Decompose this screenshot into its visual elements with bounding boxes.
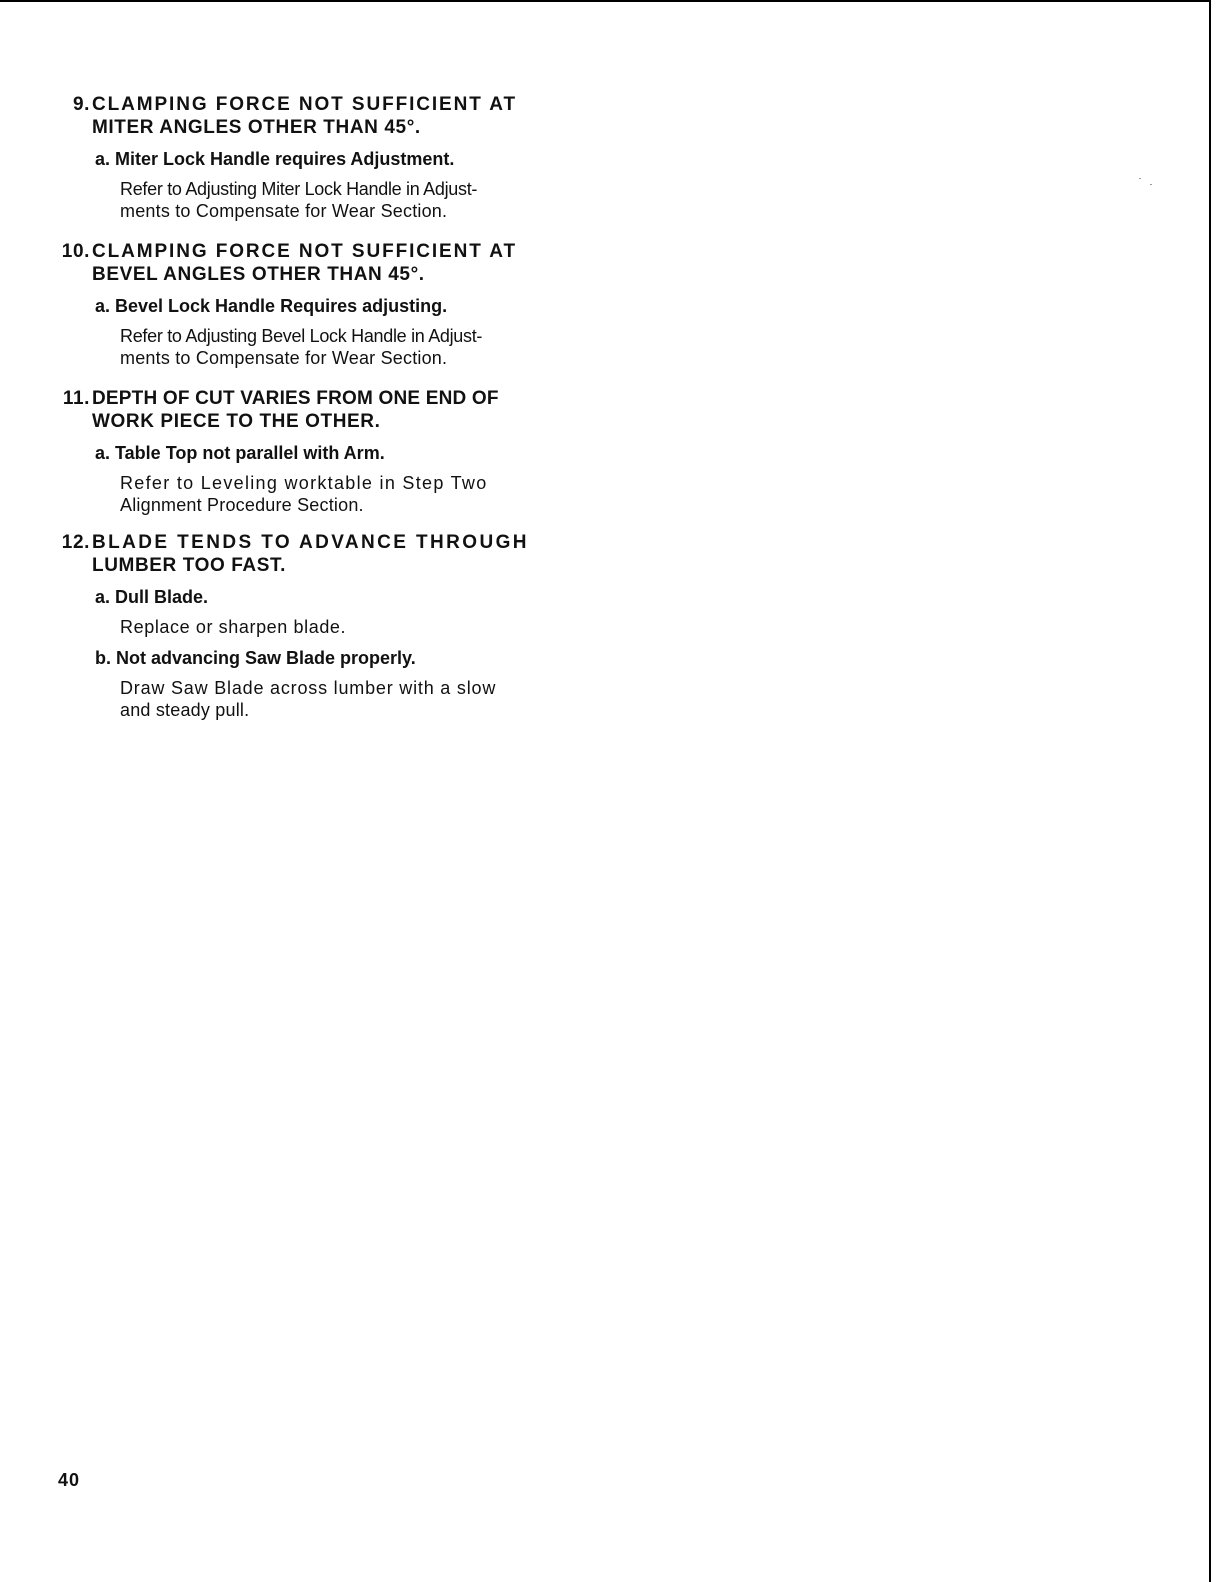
- trouble-title: [60, 93, 560, 139]
- remedy-line: Replace or sharpen blade.: [120, 617, 347, 637]
- remedy-text: [95, 178, 560, 222]
- title-line: WORK PIECE TO THE OTHER.: [92, 411, 381, 432]
- title-line: CLAMPING FORCE NOT SUFFICIENT AT: [92, 241, 517, 262]
- trouble-item-9: [60, 93, 560, 222]
- remedy-text: [95, 472, 560, 516]
- remedy-line: and steady pull.: [120, 700, 250, 720]
- title-line: BEVEL ANGLES OTHER THAN 45°.: [92, 264, 425, 285]
- remedy-line: Refer to Adjusting Miter Lock Handle in Adjust-: [120, 179, 478, 199]
- page-number: 40: [58, 1470, 81, 1490]
- cause-label: a. Table Top not parallel with Arm.: [95, 443, 385, 463]
- remedy-text: [95, 325, 560, 369]
- trouble-title: [60, 531, 560, 577]
- trouble-item-11: [60, 387, 560, 516]
- cause-item: [60, 647, 560, 721]
- cause-item: [60, 148, 560, 222]
- trouble-item-12: [60, 531, 560, 721]
- scan-speck: [1139, 178, 1141, 179]
- item-number: 10.: [61, 241, 90, 262]
- page-right-border: [1209, 0, 1211, 1582]
- cause-label: b. Not advancing Saw Blade properly.: [95, 648, 416, 668]
- remedy-line: Alignment Procedure Section.: [120, 495, 364, 515]
- cause-label: a. Bevel Lock Handle Requires adjusting.: [95, 296, 448, 316]
- cause-label: a. Miter Lock Handle requires Adjustment.: [95, 149, 455, 169]
- remedy-line: Refer to Leveling worktable in Step Two: [120, 473, 488, 493]
- cause-item: [60, 586, 560, 638]
- remedy-line: Draw Saw Blade across lumber with a slow: [120, 678, 497, 698]
- cause-item: [60, 295, 560, 369]
- cause-item: [60, 442, 560, 516]
- trouble-title: [60, 240, 560, 286]
- cause-label: a. Dull Blade.: [95, 587, 209, 607]
- title-line: BLADE TENDS TO ADVANCE THROUGH: [92, 532, 529, 553]
- title-line: LUMBER TOO FAST.: [92, 555, 286, 576]
- remedy-text: [95, 616, 560, 638]
- remedy-text: [95, 677, 560, 721]
- remedy-line: ments to Compensate for Wear Section.: [120, 201, 448, 221]
- item-number: 9.: [72, 94, 90, 115]
- item-number: 12.: [61, 532, 90, 553]
- title-line: MITER ANGLES OTHER THAN 45°.: [92, 117, 421, 138]
- trouble-item-10: [60, 240, 560, 369]
- remedy-line: Refer to Adjusting Bevel Lock Handle in Adjust-: [120, 326, 483, 346]
- remedy-line: ments to Compensate for Wear Section.: [120, 348, 448, 368]
- trouble-title: [60, 387, 560, 433]
- scan-speck: [1150, 184, 1152, 185]
- title-line: DEPTH OF CUT VARIES FROM ONE END OF: [92, 388, 499, 409]
- title-line: CLAMPING FORCE NOT SUFFICIENT AT: [92, 94, 517, 115]
- page-top-border: [0, 0, 1210, 2]
- item-number: 11.: [62, 388, 90, 409]
